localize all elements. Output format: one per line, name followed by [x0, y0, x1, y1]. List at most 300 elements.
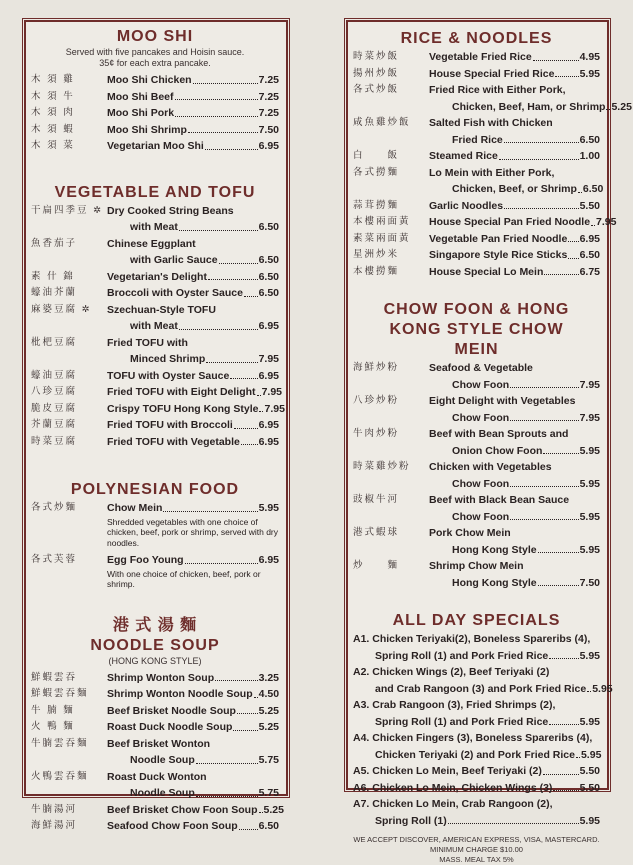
item-price: 6.50: [579, 133, 600, 146]
item-name-line: [353, 780, 600, 797]
item-body: [107, 802, 284, 819]
item-name-line: [429, 198, 600, 215]
menu-item: [31, 552, 279, 594]
item-name: Hong Kong Style: [452, 543, 537, 556]
item-name: Shrimp Chow Mein: [429, 560, 524, 572]
item-name-line: [353, 730, 600, 747]
menu-item: [353, 664, 613, 697]
menu-item: [353, 631, 600, 664]
item-chinese-name: 牛腩雲吞麵: [31, 737, 89, 749]
item-body: [107, 719, 279, 736]
item-chinese-name: 木 須 菜: [31, 140, 75, 151]
item-name: Minced Shrimp: [130, 353, 206, 365]
item-price: 5.95: [579, 67, 600, 80]
item-body: [429, 82, 632, 115]
item-chinese-name: 木 須 蝦: [31, 123, 75, 135]
dot-leader: [193, 72, 258, 84]
item-body: [353, 631, 600, 664]
item-price: 6.50: [258, 221, 279, 233]
item-name: Chow Mein: [107, 502, 163, 514]
menu-item: [353, 231, 600, 248]
item-body: [429, 115, 600, 148]
dot-leader: [179, 219, 258, 231]
menu-item: [353, 247, 600, 264]
menu-item: [353, 115, 600, 148]
item-name: A7. Chicken Lo Mein, Crab Rangoon (2),: [353, 798, 553, 810]
item-chinese-name: 揚州炒飯: [353, 67, 400, 79]
item-chinese-name: 牛腩湯河: [31, 803, 78, 815]
item-name-line: [107, 802, 284, 819]
item-name: Szechuan-Style TOFU: [107, 303, 216, 316]
dot-leader: [591, 214, 595, 226]
dot-leader: [538, 542, 579, 554]
payment-footer: [353, 835, 600, 865]
menu-item: [353, 697, 600, 730]
dot-leader: [504, 198, 578, 210]
item-chinese-name: 豉椒牛河: [353, 494, 400, 505]
item-chinese-name: 麻婆豆腐 ✲: [31, 303, 92, 315]
item-name-line: [353, 681, 613, 698]
item-name-line: [107, 384, 282, 401]
item-price: 6.50: [258, 820, 279, 832]
item-price: 5.50: [579, 781, 600, 794]
dot-leader: [538, 575, 579, 587]
item-price: 6.95: [258, 419, 279, 431]
item-body: [353, 664, 613, 697]
item-name-line: [429, 49, 600, 66]
item-chinese-name: 本樓撈麵: [353, 265, 400, 277]
item-description: Shredded vegetables with one choice of chicken, beef, pork or shrimp, served with dry noodles.: [107, 516, 279, 548]
item-body: [429, 393, 600, 426]
item-price: 5.95: [579, 649, 600, 662]
item-price: 6.50: [582, 183, 604, 195]
item-body: [429, 459, 600, 492]
item-name: House Special Lo Mein: [429, 265, 544, 278]
item-chinese-name: 牛肉炒粉: [353, 428, 400, 439]
dot-leader: [510, 377, 578, 389]
menu-item: [31, 72, 279, 89]
menu-item: [31, 500, 279, 552]
menu-item: [353, 459, 600, 492]
item-chinese-name: 白 飯: [353, 150, 400, 161]
menu-item: [31, 686, 279, 703]
dot-leader: [257, 384, 261, 396]
item-price: 7.50: [258, 123, 279, 136]
item-name-line: [107, 552, 279, 569]
item-name-line: [429, 181, 604, 198]
menu-item: [31, 89, 279, 106]
item-body: [107, 401, 285, 418]
menu-item: [353, 780, 600, 797]
menu-item: [31, 138, 279, 155]
item-body: [107, 138, 279, 155]
dot-leader: [510, 509, 578, 521]
item-name: Spring Roll (1) and Pork Fried Rice: [375, 715, 549, 728]
item-name-line: [429, 360, 600, 377]
item-name-line: [429, 426, 600, 443]
item-body: [429, 360, 600, 393]
item-chinese-name: 星洲炒米: [353, 249, 400, 260]
item-chinese-name: 時菜豆腐: [31, 435, 78, 447]
item-name-line: [107, 818, 279, 835]
item-name-line: [429, 575, 600, 592]
item-chinese-name: 咸魚雞炒飯: [353, 117, 411, 128]
item-body: [429, 231, 600, 248]
item-name: Beef Brisket Noodle Soup: [107, 704, 236, 717]
item-price: 7.25: [258, 74, 279, 86]
section-title: MOO SHI: [116, 28, 194, 45]
item-body: [353, 780, 600, 797]
dot-leader: [163, 500, 257, 512]
item-price: 5.95: [579, 510, 600, 523]
item-name: Spring Roll (1) and Pork Fried Rice: [375, 649, 549, 662]
dot-leader: [208, 269, 258, 281]
item-price: 7.95: [579, 378, 600, 391]
footer-line: WE ACCEPT DISCOVER, AMERICAN EXPRESS, VISA, MASTERCARD.: [353, 835, 600, 844]
item-name: Moo Shi Pork: [107, 107, 175, 119]
menu-item: [31, 236, 279, 269]
item-name-line: [353, 648, 600, 665]
item-name-line: [107, 719, 279, 736]
item-name: Broccoli with Oyster Sauce: [107, 287, 243, 299]
item-name-line: [107, 138, 279, 155]
item-name: Eight Delight with Vegetables: [429, 395, 576, 407]
item-name-line: [107, 401, 285, 418]
item-price: 3.25: [258, 671, 279, 684]
dot-leader: [259, 802, 263, 814]
item-name: Vegetarian Moo Shi: [107, 140, 204, 152]
item-name-line: [353, 714, 600, 731]
menu-panel-right: [344, 18, 632, 864]
item-name-line: [107, 434, 279, 451]
item-name: TOFU with Oyster Sauce: [107, 369, 230, 382]
item-chinese-name: 蠔油豆腐: [31, 369, 78, 381]
menu-item: [31, 401, 285, 418]
item-chinese-name: 火鴨雲吞麵: [31, 770, 89, 782]
item-price: 7.95: [596, 216, 617, 228]
item-name-line: [429, 558, 600, 575]
item-name-line: [107, 72, 279, 89]
item-body: [107, 368, 279, 385]
item-body: [107, 434, 279, 451]
item-body: [107, 302, 279, 335]
item-price: 5.95: [579, 814, 600, 827]
item-price: 7.95: [264, 402, 285, 415]
menu-item: [31, 368, 279, 385]
item-name: Moo Shi Beef: [107, 90, 174, 103]
item-name: Crispy TOFU Hong Kong Style: [107, 402, 259, 415]
item-name-line: [107, 500, 279, 517]
item-chinese-name: 港式蝦球: [353, 527, 400, 538]
menu-item: [353, 82, 632, 115]
item-name-line: [429, 509, 600, 526]
item-price: 5.75: [258, 754, 279, 766]
menu-item: [31, 703, 279, 720]
item-name-line: [429, 66, 600, 83]
item-body: [353, 730, 600, 763]
item-name-line: [429, 247, 600, 264]
item-name-line: [107, 368, 279, 385]
item-body: [429, 558, 600, 591]
item-name-line: [107, 302, 279, 319]
dot-leader: [239, 818, 258, 830]
dot-leader: [578, 181, 582, 193]
item-name: Fried TOFU with Vegetable: [107, 435, 240, 448]
item-price: 5.95: [579, 444, 600, 457]
item-name: A4. Chicken Fingers (3), Boneless Spareribs (4),: [353, 732, 593, 744]
item-body: [429, 264, 600, 281]
item-price: 7.95: [258, 353, 279, 365]
item-body: [107, 384, 282, 401]
item-name: Beef with Bean Sprouts and: [429, 428, 569, 440]
menu-item: [353, 264, 600, 281]
menu-item: [31, 736, 279, 769]
item-chinese-name: 火 鴨 麵: [31, 721, 75, 732]
item-chinese-name: 各式炒飯: [353, 84, 400, 95]
dot-leader: [205, 138, 258, 150]
item-name-line: [107, 686, 279, 703]
dot-leader: [244, 285, 258, 297]
item-body: [107, 335, 279, 368]
menu-item: [353, 426, 600, 459]
menu-item: [353, 214, 617, 231]
dot-leader: [533, 49, 579, 61]
section-title-chinese: 港 式 湯 麵: [112, 616, 198, 634]
item-price: 6.95: [258, 369, 279, 382]
item-chinese-name: 炒 麵: [353, 560, 400, 571]
item-price: 5.25: [258, 721, 279, 733]
item-chinese-name: 海鮮湯河: [31, 820, 78, 831]
menu-section: [31, 183, 285, 451]
menu-panel-left: [22, 18, 290, 832]
item-name-line: [107, 122, 279, 139]
item-price: 6.75: [579, 265, 600, 278]
item-name: Chow Foon: [452, 378, 510, 391]
item-price: 7.25: [258, 90, 279, 103]
item-body: [107, 72, 279, 89]
item-price: 7.95: [579, 411, 600, 424]
item-body: [107, 122, 279, 139]
footer-line: MASS. MEAL TAX 5%: [439, 855, 514, 864]
item-chinese-name: 本樓兩面黃: [353, 216, 411, 227]
dot-leader: [219, 252, 258, 264]
dot-leader: [549, 648, 578, 660]
dot-leader: [175, 89, 258, 101]
item-chinese-name: 牛 腩 麵: [31, 704, 75, 716]
menu-item: [353, 730, 600, 763]
item-name: A3. Crab Rangoon (3), Fried Shrimps (2),: [353, 699, 556, 711]
item-chinese-name: 各式撈麵: [353, 166, 400, 178]
menu-item: [31, 269, 279, 286]
item-price: 6.95: [258, 435, 279, 448]
dot-leader: [510, 476, 578, 488]
item-name-line: [107, 703, 279, 720]
item-price: 6.50: [258, 287, 279, 299]
item-name: Chow Foon: [452, 477, 510, 490]
item-price: 5.95: [579, 477, 600, 490]
dot-leader: [206, 351, 257, 363]
item-name: Vegetable Fried Rice: [429, 51, 532, 63]
item-name-line: [429, 99, 632, 116]
dot-leader: [510, 410, 578, 422]
item-body: [353, 796, 600, 829]
section-subtitle: 35¢ for each extra pancake.: [99, 58, 211, 68]
item-name: Shrimp Wonton Soup: [107, 671, 215, 684]
item-name: Chow Foon: [452, 510, 510, 523]
item-body: [107, 769, 279, 802]
dot-leader: [259, 401, 263, 413]
item-price: 6.95: [258, 320, 279, 332]
item-price: 4.50: [258, 688, 280, 700]
item-body: [107, 269, 279, 286]
item-price: 6.50: [579, 249, 600, 261]
item-name: Spring Roll (1): [375, 814, 447, 827]
dot-leader: [549, 714, 578, 726]
item-body: [107, 552, 279, 594]
item-name-line: [107, 89, 279, 106]
item-name-line: [353, 796, 600, 813]
dot-leader: [544, 264, 578, 276]
item-name: Moo Shi Chicken: [107, 74, 192, 86]
item-name-line: [429, 525, 600, 542]
item-body: [429, 426, 600, 459]
item-name: Fried TOFU with Broccoli: [107, 419, 233, 431]
item-chinese-name: 干扁四季豆 ✲: [31, 204, 104, 216]
item-chinese-name: 海鮮炒粉: [353, 362, 400, 373]
menu-item: [353, 148, 600, 165]
item-price: 5.25: [258, 704, 279, 717]
item-chinese-name: 木 須 肉: [31, 107, 75, 118]
item-chinese-name: 八珍豆腐: [31, 386, 78, 397]
menu-item: [31, 818, 279, 835]
item-name-line: [107, 769, 279, 786]
menu-section: [353, 29, 632, 280]
item-price: 6.95: [258, 140, 279, 152]
item-body: [107, 736, 279, 769]
dot-leader: [175, 105, 257, 117]
item-name: with Meat: [130, 221, 178, 233]
dot-leader: [237, 703, 258, 715]
item-body: [429, 492, 600, 525]
item-name-line: [107, 736, 279, 753]
item-name: Vegetarian's Delight: [107, 270, 207, 283]
item-name: with Garlic Sauce: [130, 254, 218, 266]
item-name: Singapore Style Rice Sticks: [429, 249, 568, 261]
item-price: 5.50: [579, 765, 600, 777]
item-price: 5.95: [579, 543, 600, 556]
item-name-line: [429, 148, 600, 165]
item-price: 4.95: [579, 51, 600, 63]
item-name-line: [353, 631, 600, 648]
item-chinese-name: 八珍炒粉: [353, 395, 400, 406]
dot-leader: [196, 752, 258, 764]
menu-section: [353, 611, 613, 865]
item-name-line: [429, 165, 600, 182]
item-price: 6.95: [579, 232, 600, 245]
item-price: 7.25: [258, 107, 279, 119]
item-body: [107, 89, 279, 106]
dot-leader: [234, 417, 258, 429]
item-name-line: [429, 115, 600, 132]
dot-leader: [568, 247, 578, 259]
dot-leader: [230, 368, 257, 380]
item-price: 6.95: [258, 554, 279, 566]
item-name: Chicken with Vegetables: [429, 461, 552, 473]
menu-item: [353, 49, 600, 66]
item-name: Chow Foon: [452, 411, 510, 424]
item-name-line: [429, 214, 617, 231]
item-name-line: [107, 670, 279, 687]
item-name: with Meat: [130, 320, 178, 332]
section-title: CHOW FOON & HONG KONG STYLE CHOW MEIN: [383, 301, 570, 358]
menu-item: [353, 525, 600, 558]
item-price: 7.95: [261, 386, 282, 398]
menu-item: [353, 198, 600, 215]
item-name-line: [107, 417, 279, 434]
item-name: Shrimp Wonton Noodle Soup: [107, 688, 253, 700]
item-chinese-name: 時菜炒飯: [353, 51, 400, 62]
menu-item: [353, 66, 600, 83]
item-name-line: [107, 285, 279, 302]
section-title: NOODLE SOUP: [90, 636, 220, 654]
item-chinese-name: 脆皮豆腐: [31, 402, 78, 414]
item-name-line: [107, 203, 279, 220]
section-subtitle: (HONG KONG STYLE): [108, 655, 202, 666]
item-chinese-name: 各式芙蓉: [31, 554, 78, 565]
menu-item: [31, 434, 279, 451]
item-name: Seafood & Vegetable: [429, 362, 533, 374]
item-name: Noodle Soup: [130, 787, 195, 799]
item-body: [107, 500, 279, 552]
menu-item: [353, 796, 600, 829]
item-body: [107, 417, 279, 434]
menu-item: [353, 360, 600, 393]
item-body: [429, 214, 617, 231]
menu-section: [353, 300, 600, 591]
item-name: Roast Duck Noodle Soup: [107, 721, 233, 733]
item-name-line: [429, 393, 600, 410]
menu-section: [31, 616, 284, 835]
item-price: 1.00: [579, 150, 600, 162]
dot-leader: [576, 747, 580, 759]
section-subtitle: Served with five pancakes and Hoisin sauce.: [65, 47, 245, 57]
dot-leader: [587, 681, 591, 693]
dot-leader: [233, 719, 257, 731]
item-name: Chinese Eggplant: [107, 237, 196, 250]
item-chinese-name: 蠔油芥蘭: [31, 287, 78, 298]
item-name-line: [107, 105, 279, 122]
section-title: VEGETABLE AND TOFU: [54, 183, 256, 201]
item-name: A1. Chicken Teriyaki(2), Boneless Spareribs (4),: [353, 633, 591, 645]
item-name: House Special Pan Fried Noodle: [429, 216, 591, 228]
item-name-line: [353, 813, 600, 830]
item-name: Dry Cooked String Beans: [107, 204, 234, 217]
item-name: A2. Chicken Wings (2), Beef Teriyaki (2): [353, 666, 550, 678]
item-name: Onion Chow Foon: [452, 444, 543, 457]
menu-item: [31, 670, 279, 687]
menu-item: [31, 122, 279, 139]
item-name: Seafood Chow Foon Soup: [107, 820, 238, 832]
item-name: Beef Brisket Wonton: [107, 737, 211, 750]
item-description: With one choice of chicken, beef, pork or shrimp.: [107, 568, 261, 589]
item-name: Chicken, Beef, or Shrimp: [452, 183, 577, 195]
dot-leader: [448, 813, 579, 825]
item-body: [429, 49, 600, 66]
item-name-line: [107, 318, 279, 335]
item-name: Hong Kong Style: [452, 576, 537, 589]
menu-item: [31, 105, 279, 122]
item-name: and Crab Rangoon (3) and Pork Fried Rice: [375, 682, 587, 695]
